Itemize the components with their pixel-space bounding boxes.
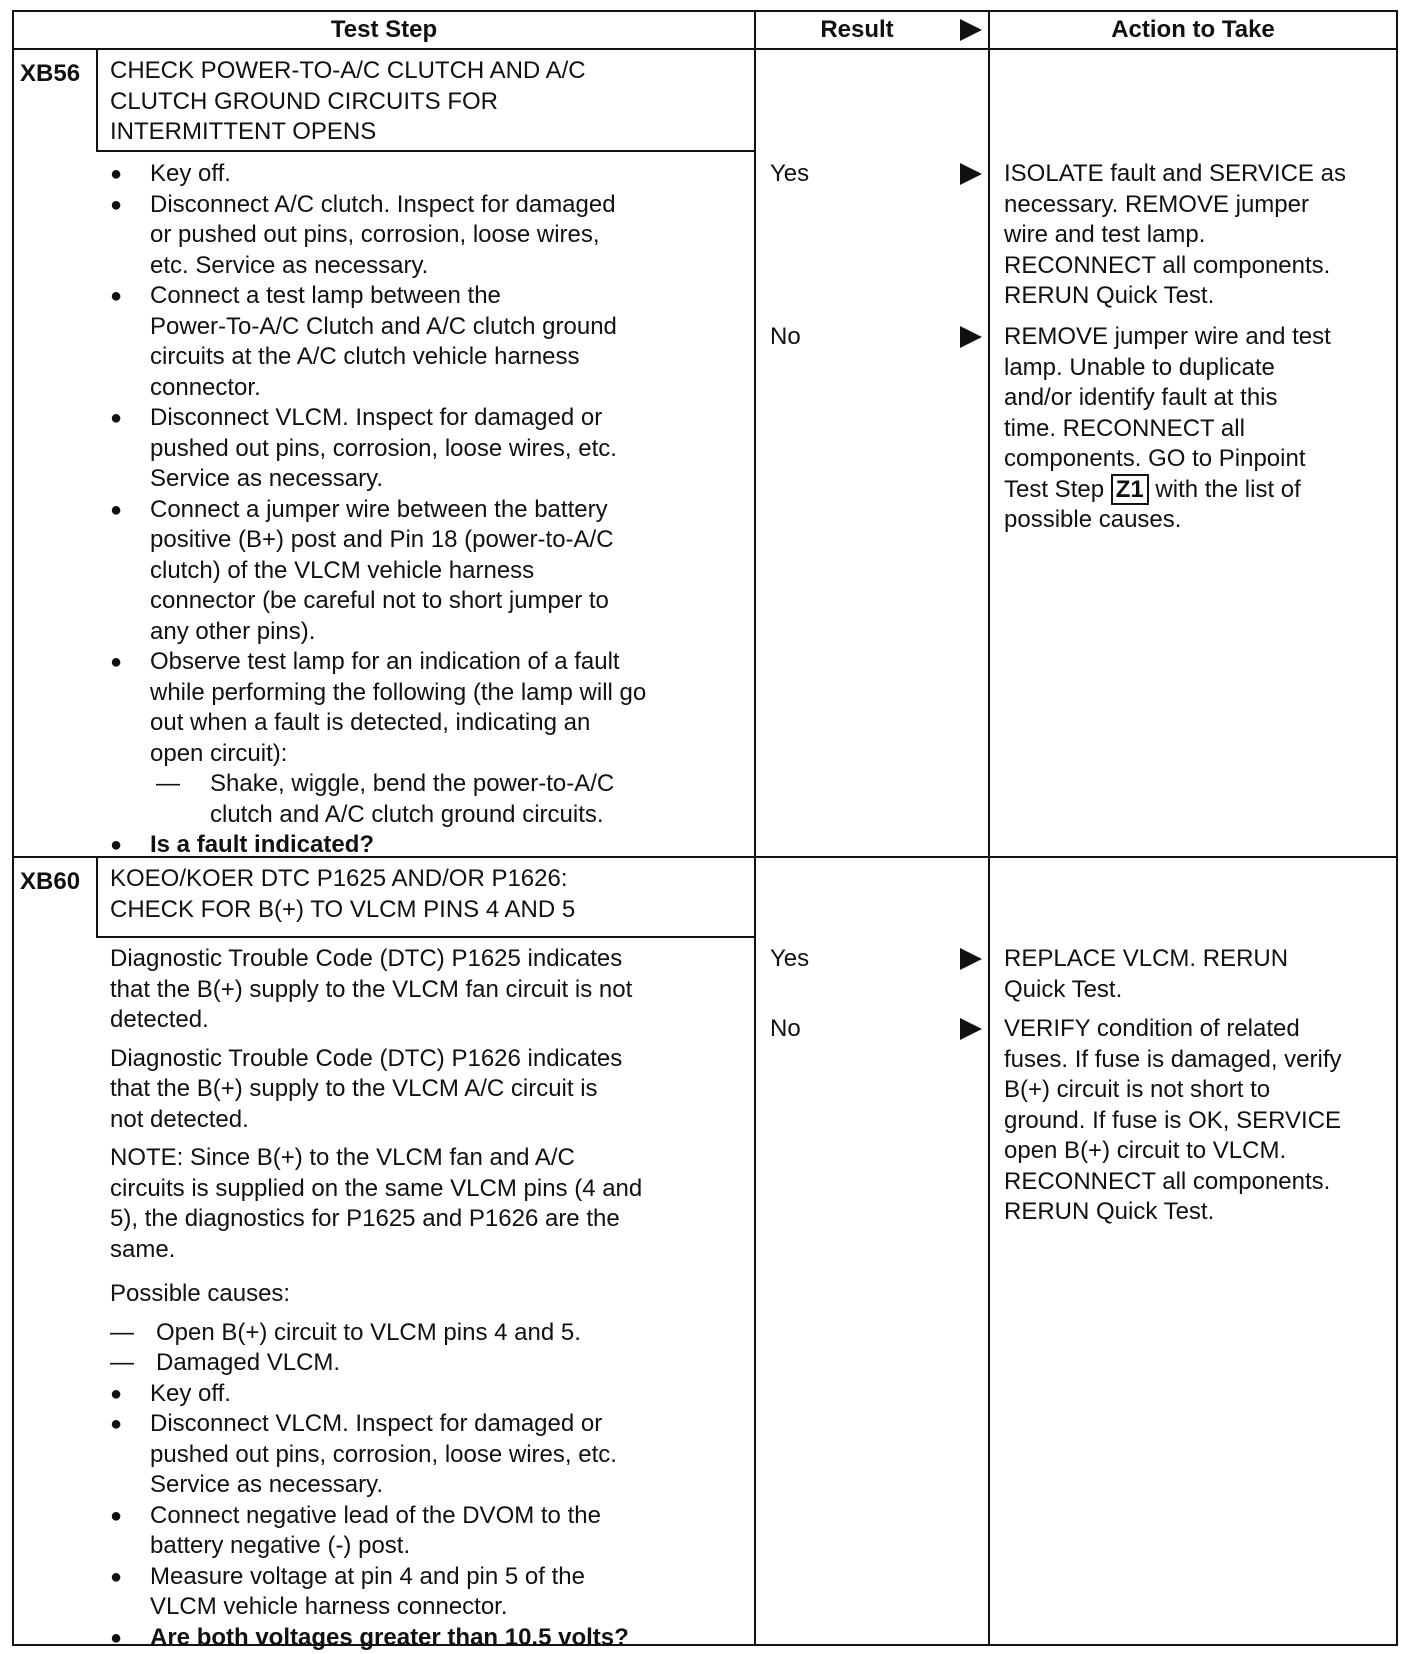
result-arrow-icon bbox=[960, 326, 982, 348]
result-yes-xb56: Yes bbox=[770, 160, 810, 187]
diagnostic-table bbox=[12, 10, 1398, 1651]
header-result: Result bbox=[820, 16, 894, 43]
title-line: CHECK POWER-TO-A/C CLUTCH AND A/C bbox=[110, 57, 586, 84]
paragraph: Diagnostic Trouble Code (DTC) P1625 indicates that the B(+) supply to the VLCM fan circuit is not detected. bbox=[110, 945, 633, 1033]
bullet-item: ● Measure voltage at pin 4 and pin 5 of the VLCM vehicle harness connector. bbox=[110, 1562, 750, 1623]
bullet-item: ● Connect a jumper wire between the battery positive (B+) post and Pin 18 (power-to-A/C clutch) of the VLCM vehicle harness connector (be careful not to short jumper to any other pins). bbox=[110, 495, 750, 648]
sub-dash-item: — Shake, wiggle, bend the power-to-A/C clutch and A/C clutch ground circuits. bbox=[110, 769, 750, 830]
bullet-item: ● Disconnect VLCM. Inspect for damaged or pushed out pins, corrosion, loose wires, etc. Service as necessary. bbox=[110, 1409, 750, 1501]
paragraph: Diagnostic Trouble Code (DTC) P1626 indicates that the B(+) supply to the VLCM A/C circuit is not detected. bbox=[110, 1044, 623, 1133]
action-yes-xb56: ISOLATE fault and SERVICE as necessary. REMOVE jumper wire and test lamp. RECONNECT all components. RERUN Quick Test. bbox=[1004, 160, 1346, 309]
step-body-xb60 bbox=[110, 944, 750, 1653]
cause-item: — Damaged VLCM. bbox=[110, 1348, 750, 1379]
pinpoint-test-ref-link[interactable]: Z1 bbox=[1111, 474, 1149, 505]
xb60-title-rule bbox=[96, 936, 756, 938]
result-arrow-icon bbox=[960, 1018, 982, 1040]
cause-item: — Open B(+) circuit to VLCM pins 4 and 5. bbox=[110, 1318, 750, 1349]
title-line: CHECK FOR B(+) TO VLCM PINS 4 AND 5 bbox=[110, 895, 576, 923]
result-yes-xb60: Yes bbox=[770, 945, 810, 972]
divider-test-result bbox=[754, 12, 756, 1644]
xb56-title-rule bbox=[96, 150, 756, 152]
step-id-xb56: XB56 bbox=[20, 60, 81, 87]
result-arrow-icon bbox=[960, 163, 982, 185]
divider-id-title-xb56 bbox=[96, 48, 98, 150]
header-test-step: Test Step bbox=[330, 16, 438, 43]
step-title-xb60 bbox=[110, 864, 750, 925]
step-title-xb56 bbox=[110, 56, 750, 148]
bullet-item: ● Disconnect A/C clutch. Inspect for damaged or pushed out pins, corrosion, loose wires, etc. Service as necessary. bbox=[110, 190, 750, 282]
header-arrow-icon bbox=[960, 19, 982, 41]
title-line: INTERMITTENT OPENS bbox=[110, 118, 377, 145]
title-line: CLUTCH GROUND CIRCUITS FOR bbox=[110, 87, 498, 115]
result-arrow-icon bbox=[960, 948, 982, 970]
possible-causes-label: Possible causes: bbox=[110, 1280, 291, 1307]
step-body-xb56 bbox=[110, 159, 750, 861]
step-question-xb60: ● Are both voltages greater than 10.5 volts? bbox=[110, 1623, 750, 1654]
header-action: Action to Take bbox=[1111, 16, 1275, 43]
action-no-xb56: REMOVE jumper wire and test lamp. Unable to duplicate and/or identify fault at this time. RECONNECT all components. GO to Pinpoint Test Step Z1 with the list of possible causes. bbox=[1004, 323, 1331, 533]
divider-result-action bbox=[988, 12, 990, 1644]
divider-id-title-xb60 bbox=[96, 856, 98, 936]
step-question-xb56: ● Is a fault indicated? bbox=[110, 830, 750, 861]
bullet-item: ● Key off. bbox=[110, 1379, 750, 1410]
result-no-xb60: No bbox=[770, 1015, 801, 1042]
action-yes-xb60: REPLACE VLCM. RERUN Quick Test. bbox=[1004, 945, 1289, 1003]
bullet-item: ● Connect a test lamp between the Power-To-A/C Clutch and A/C clutch ground circuits at the A/C clutch vehicle harness connector. bbox=[110, 281, 750, 403]
header-rule bbox=[14, 48, 1396, 50]
bullet-item: ● Observe test lamp for an indication of a fault while performing the following (the lamp will go out when a fault is detected, indicating an open circuit): bbox=[110, 647, 750, 769]
title-line: KOEO/KOER DTC P1625 AND/OR P1626: bbox=[110, 865, 568, 892]
step-id-xb60: XB60 bbox=[20, 868, 81, 895]
bullet-item: ● Connect negative lead of the DVOM to the battery negative (-) post. bbox=[110, 1501, 750, 1562]
action-no-xb60: VERIFY condition of related fuses. If fuse is damaged, verify B(+) circuit is not short to ground. If fuse is OK, SERVICE open B(+) circuit to VLCM. RECONNECT all components. RERUN Quick Test. bbox=[1004, 1015, 1342, 1225]
note-paragraph: NOTE: Since B(+) to the VLCM fan and A/C circuits is supplied on the same VLCM pins (4 and 5), the diagnostics for P1625 and P1626 are the same. bbox=[110, 1144, 643, 1263]
bullet-item: ● Key off. bbox=[110, 159, 750, 190]
result-no-xb56: No bbox=[770, 323, 801, 350]
bullet-item: ● Disconnect VLCM. Inspect for damaged or pushed out pins, corrosion, loose wires, etc. Service as necessary. bbox=[110, 403, 750, 495]
